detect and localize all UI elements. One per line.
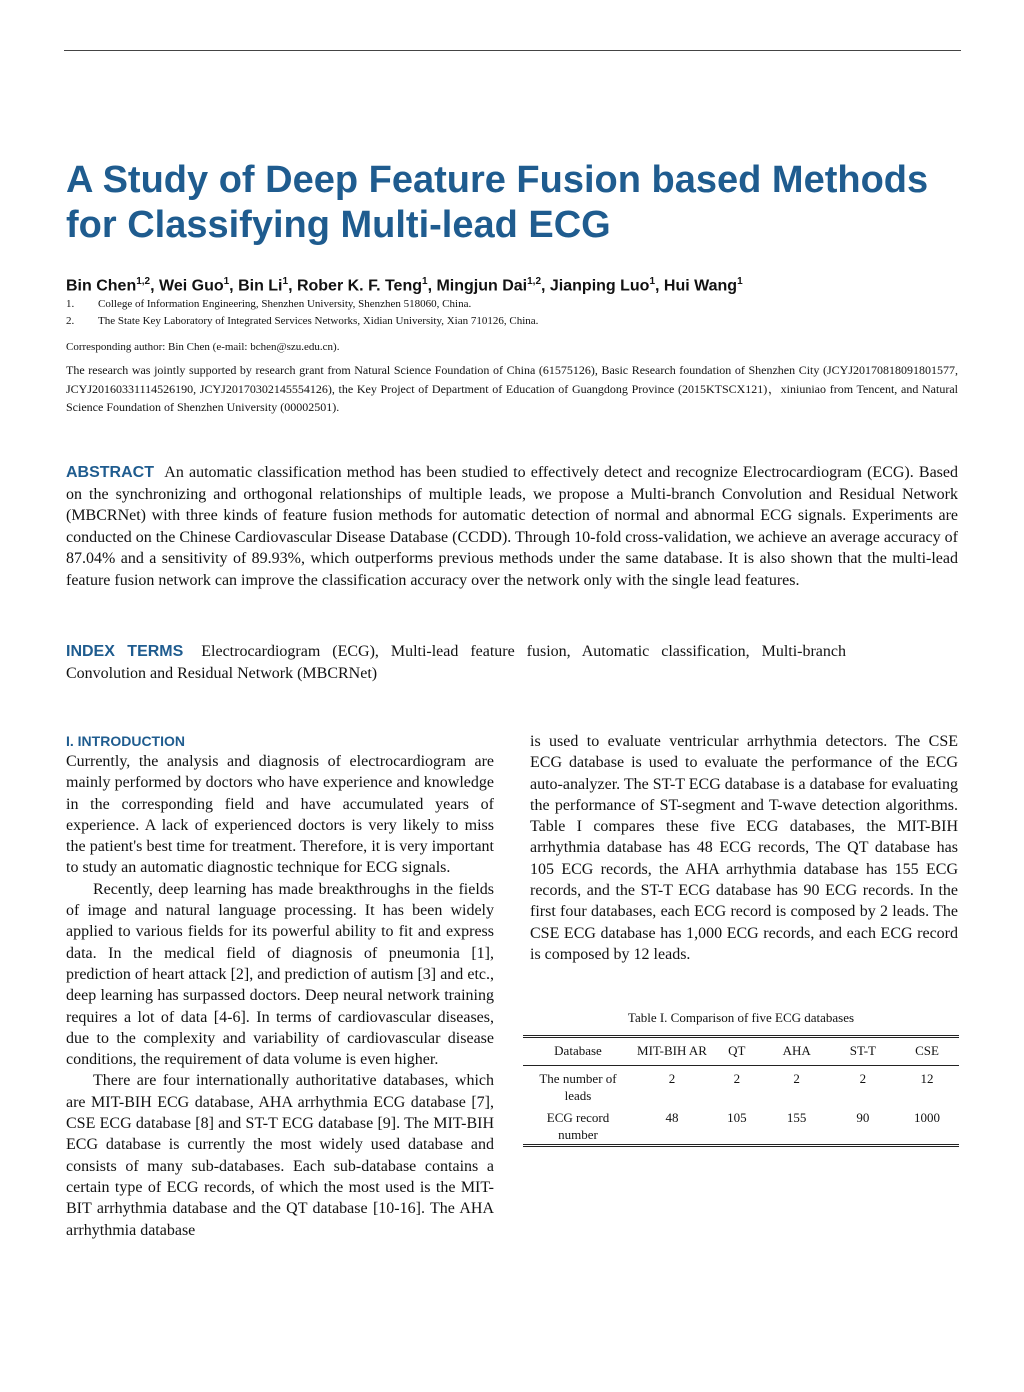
table-header-cell: MIT-BIH AR: [637, 1043, 707, 1058]
affiliation-item: [66, 313, 966, 330]
affiliation-item: [66, 296, 966, 313]
table-cell: ECG record number: [546, 1110, 610, 1142]
table-header-cell: Database: [554, 1043, 602, 1058]
affiliation-text: The State Key Laboratory of Integrated Services Networks, Xidian University, Xian 710126, China.: [98, 315, 539, 327]
index-terms: [66, 641, 846, 684]
table-cell: 2: [668, 1071, 676, 1086]
table-row: [523, 1105, 959, 1146]
table-header-row: [523, 1037, 959, 1066]
section-heading-introduction: I. INTRODUCTION: [66, 733, 185, 749]
table-header-cell: QT: [728, 1043, 746, 1058]
table-cell: 2: [793, 1071, 800, 1086]
comparison-table: [523, 1035, 959, 1147]
paragraph: is used to evaluate ventricular arrhythmia detectors. The CSE ECG database is used to evaluate the performance of the ECG auto-analyzer. The ST-T ECG database is a database for evaluating the performance of ST-segment and T-wave detection algorithms. Table I compares these five ECG databases, the MIT-BIH arrhythmia database has 48 ECG records, The QT database has 105 ECG records, the AHA arrhythmia database has 155 ECG records, and the ST-T ECG database has 90 ECG records. In the first four databases, each ECG record is composed by 2 leads. The CSE ECG database has 1,000 ECG records, and each ECG record is composed by 12 leads.: [530, 733, 958, 963]
index-terms-text: Electrocardiogram (ECG), Multi-lead feature fusion, Automatic classification, Multi-branch Convolution and Residual Network (MBCRNet): [66, 643, 847, 682]
left-column: [66, 729, 494, 1241]
index-terms-label: INDEX TERMS: [66, 643, 184, 660]
author-affiliation-mark: 1: [737, 276, 743, 287]
table-cell: 2: [733, 1071, 741, 1086]
affiliation-number: 1.: [66, 298, 75, 310]
affiliation-number: 2.: [66, 315, 75, 327]
author-name: Mingjun Dai: [436, 277, 528, 295]
table-cell: 1000: [914, 1110, 941, 1125]
paragraph: Recently, deep learning has made breakthroughs in the fields of image and natural language processing. It has been widely applied to various fields for its powerful ability to fit and express data. In the medical field of diagnosis of pneumonia [1], prediction of heart attack [2], and prediction of autism [3] and etc., deep learning has surpassed doctors. Deep neural network training requires a lot of data [4-6]. In terms of cardiovascular diseases, due to the complexity and variability of cardiovascular disease conditions, the requirement of data volume is even higher.: [66, 880, 494, 1069]
author-affiliation-mark: 1,2: [527, 276, 542, 287]
abstract-text: An automatic classification method has been studied to effectively detect and recognize Electrocardiogram (ECG). Based on the synchronizing and orthogonal relationships of multiple leads, we propose a Multi-branch Convolution and Residual Network (MBCRNet) with three kinds of feature fusion methods for automatic detection of normal and abnormal ECG signals. Experiments are conducted on the Chinese Cardiovascular Disease Database (CCDD). Through 10-fold cross-validation, we achieve an average accuracy of 87.04% and a sensitivity of 89.93%, which outperforms previous methods under the same database. It is also shown that the multi-lead feature fusion network can improve the classification accuracy over the network only with the single lead features.: [66, 464, 958, 589]
paragraph: There are four internationally authoritative databases, which are MIT-BIH ECG database, AHA arrhythmia ECG database [7], CSE ECG database [8] and ST-T ECG database [9]. The MIT-BIH ECG database is currently the most widely used database and consists of many sub-databases. Each sub-database contains a certain type of ECG records, of which the most used is the MIT-BIT arrhythmia database and the QT database [10-16]. The AHA arrhythmia database: [66, 1072, 494, 1239]
table-header-cell: CSE: [915, 1043, 939, 1058]
author-affiliation-mark: 1: [282, 276, 289, 287]
table-cell: 90: [856, 1110, 870, 1125]
table-cell: 48: [665, 1110, 679, 1125]
affiliation-list: [66, 296, 966, 330]
author-affiliation-mark: 1: [223, 276, 230, 287]
header-rule: [64, 50, 961, 51]
author-name: Rober K. F. Teng: [296, 277, 422, 295]
author-name: Bin Li: [238, 277, 283, 295]
author-affiliation-mark: 1,2: [136, 276, 151, 287]
author-name: Jianping Luo: [549, 277, 650, 295]
author-affiliation-mark: 1: [422, 276, 428, 287]
title-line-1: A Study of Deep Feature Fusion based Methods: [66, 159, 929, 201]
table-row: [523, 1066, 959, 1106]
author-name: Bin Chen: [66, 277, 137, 295]
table-cell: 155: [786, 1110, 807, 1125]
table-cell: The number of leads: [539, 1071, 617, 1103]
abstract: [66, 462, 958, 591]
table-header-cell: ST-T: [849, 1043, 876, 1058]
table-caption: Table I. Comparison of five ECG databases: [627, 1010, 855, 1025]
author-name: Hui Wang: [663, 277, 738, 295]
table-cell: 105: [727, 1110, 747, 1125]
title-line-2: for Classifying Multi-lead ECG: [66, 204, 611, 246]
table-cell: 2: [859, 1071, 867, 1086]
right-column: [530, 731, 958, 965]
table-cell: 12: [920, 1071, 934, 1086]
table-header-cell: AHA: [782, 1043, 811, 1058]
author-affiliation-mark: 1: [649, 276, 656, 287]
paper-title: [66, 158, 966, 248]
abstract-label: ABSTRACT: [66, 464, 154, 481]
affiliation-text: College of Information Engineering, Shenzhen University, Shenzhen 518060, China.: [98, 298, 472, 310]
funding-note: The research was jointly supported by research grant from Natural Science Foundation of China (61575126), Basic Research foundation of Shenzhen City (JCYJ20170818091801577, JCYJ20160331114526190, JCYJ20170302145554126), the Key Project of Department of Education of Guangdong Province (2015KTSCX121)，xiniuniao from Tencent, and Natural Science Foundation of Shenzhen University (00002501).: [66, 363, 958, 414]
author-name: Wei Guo: [159, 277, 224, 295]
author-list: Bin Chen$^{1,2}$, Wei Guo$^1$, Bin Li$^1$, Rober K. F. Teng$^1$, Mingjun Dai$^{1,2}$, Jianping Luo$^1$, Hui Wang$^1$: [66, 276, 743, 295]
paragraph: Currently, the analysis and diagnosis of electrocardiogram are mainly performed by doctors who have experience and knowledge in the corresponding field and have accumulated years of experience. A lack of experienced doctors is very likely to miss the patient's best time for treatment. Therefore, it is very important to study an automatic diagnostic technique for ECG signals.: [66, 753, 494, 877]
corresponding-author: Corresponding author: Bin Chen (e-mail: bchen@szu.edu.cn).: [66, 341, 340, 353]
